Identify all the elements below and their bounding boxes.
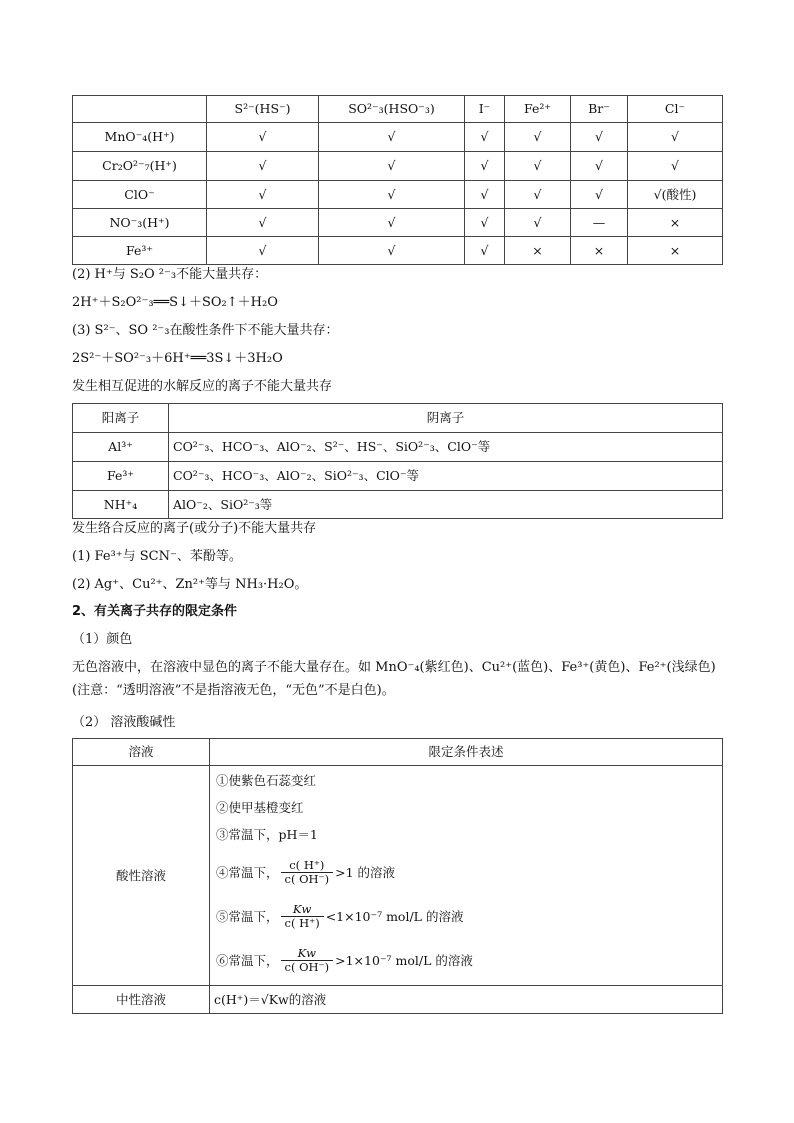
condition-item [216, 938, 716, 982]
table1-cell: ClO⁻ [73, 181, 207, 209]
paragraph: 无色溶液中，在溶液中显色的离子不能大量存在。如 MnO⁻₄(紫红色)、Cu²⁺(蓝色)、Fe³⁺(黄色)、Fe²⁺(浅绿色)(注意：“透明溶液”不是指溶液无色，“无色”不是白色)。 [72, 660, 716, 698]
table1-cell: √ [207, 237, 319, 265]
condition-item: ③常温下，pH＝1 [216, 827, 318, 842]
table1-cell: × [628, 209, 723, 237]
table1-cell: √ [571, 181, 628, 209]
table1-cell: Fe³⁺ [73, 237, 207, 265]
table3-header-cell: 限定条件表述 [210, 739, 723, 766]
table2-header-cell: 阳离子 [73, 404, 169, 433]
table1-header-cell [73, 96, 207, 123]
condition-item: ①使紫色石蕊变红 [216, 773, 317, 788]
table1-cell: √ [465, 123, 505, 152]
condition-item [216, 850, 716, 894]
table2-cell: CO²⁻₃、HCO⁻₃、AlO⁻₂、S²⁻、HS⁻、SiO²⁻₃、ClO⁻等 [169, 433, 723, 462]
table1-cell: √ [319, 181, 465, 209]
fraction [281, 859, 334, 886]
hydrolysis-table [72, 403, 723, 519]
table1-cell: √ [207, 181, 319, 209]
fraction-denominator: c( H⁺) [284, 915, 320, 930]
text-line: (1) Fe³⁺与 SCN⁻、苯酚等。 [72, 549, 242, 564]
condition-item: ②使甲基橙变红 [216, 800, 304, 815]
table1-header-cell: SO²⁻₃(HSO⁻₃) [319, 96, 465, 123]
table1-cell: √ [505, 123, 571, 152]
table-row [73, 181, 723, 209]
table-row [73, 152, 723, 181]
oxidation-table [72, 95, 723, 265]
table1-cell: √ [319, 123, 465, 152]
table1-cell: √ [505, 152, 571, 181]
condition-suffix: <1×10⁻⁷ mol/L 的溶液 [325, 909, 464, 924]
table-row [73, 209, 723, 237]
table-row [73, 491, 723, 519]
equation: 2S²⁻＋SO²⁻₃＋6H⁺══3S↓＋3H₂O [72, 351, 283, 366]
table1-cell: √ [207, 152, 319, 181]
fraction-numerator: c( H⁺) [281, 859, 334, 873]
fraction-denominator: c( OH⁻) [284, 959, 330, 974]
table1-cell: √ [465, 181, 505, 209]
text-line: (3) S²⁻、SO ²⁻₃在酸性条件下不能大量共存： [72, 323, 339, 338]
text-line: 发生络合反应的离子(或分子)不能大量共存 [72, 521, 317, 536]
table2-header-cell: 阴离子 [169, 404, 723, 433]
table-row [73, 237, 723, 265]
table1-cell: √ [628, 123, 723, 152]
text-line: (2) H⁺与 S₂O ²⁻₃不能大量共存： [72, 267, 268, 282]
conditions-table [72, 738, 723, 1014]
table1-cell: √ [207, 123, 319, 152]
text-line: （2） 溶液酸碱性 [72, 715, 176, 730]
table1-cell: √ [465, 237, 505, 265]
table-row [73, 433, 723, 462]
table2-cell: AlO⁻₂、SiO²⁻₃等 [169, 491, 723, 519]
text-line: 发生相互促进的水解反应的离子不能大量共存 [72, 379, 333, 394]
table1-cell: MnO⁻₄(H⁺) [73, 123, 207, 152]
table3-header-cell: 溶液 [73, 739, 210, 766]
table1-cell: √ [207, 209, 319, 237]
table1-header-cell: Br⁻ [571, 96, 628, 123]
condition-suffix: >1 的溶液 [335, 865, 396, 880]
table2-cell: CO²⁻₃、HCO⁻₃、AlO⁻₂、SiO²⁻₃、ClO⁻等 [169, 462, 723, 491]
table-row [73, 123, 723, 152]
table-row [73, 986, 723, 1014]
table1-cell: √(酸性) [628, 181, 723, 209]
table1-cell: √ [319, 237, 465, 265]
fraction-numerator: Kw [281, 947, 334, 961]
table1-cell: √ [319, 209, 465, 237]
table2-cell: NH⁺₄ [73, 491, 169, 519]
acid-label: 酸性溶液 [73, 766, 210, 986]
condition-suffix: >1×10⁻⁷ mol/L 的溶液 [335, 953, 473, 968]
neutral-label: 中性溶液 [73, 986, 210, 1014]
condition-item [216, 894, 716, 938]
fraction-denominator: c( OH⁻) [284, 871, 330, 886]
table1-cell: — [571, 209, 628, 237]
fraction [281, 947, 334, 974]
condition-prefix: ⑥常温下， [216, 953, 279, 968]
table1-cell: × [505, 237, 571, 265]
table1-cell: NO⁻₃(H⁺) [73, 209, 207, 237]
table1-cell: √ [571, 152, 628, 181]
table1-cell: √ [465, 209, 505, 237]
table2-cell: Al³⁺ [73, 433, 169, 462]
table1-header-cell: Fe²⁺ [505, 96, 571, 123]
table1-cell: √ [628, 152, 723, 181]
condition-prefix: ⑤常温下， [216, 909, 279, 924]
table2-cell: Fe³⁺ [73, 462, 169, 491]
table1-cell: √ [571, 123, 628, 152]
table-row [73, 766, 723, 986]
section-heading: 2、有关离子共存的限定条件 [72, 604, 238, 619]
table1-cell: √ [505, 181, 571, 209]
table1-header-cell: Cl⁻ [628, 96, 723, 123]
fraction-numerator: Kw [281, 903, 324, 917]
neutral-desc: c(H⁺)＝√Kw的溶液 [210, 986, 723, 1014]
equation: 2H⁺＋S₂O²⁻₃══S↓＋SO₂↑＋H₂O [72, 295, 278, 310]
table1-cell: × [628, 237, 723, 265]
table1-cell: √ [505, 209, 571, 237]
text-line: (2) Ag⁺、Cu²⁺、Zn²⁺等与 NH₃·H₂O。 [72, 577, 308, 592]
table1-cell: √ [319, 152, 465, 181]
table1-cell: √ [465, 152, 505, 181]
table1-header-cell: S²⁻(HS⁻) [207, 96, 319, 123]
table1-header-cell: I⁻ [465, 96, 505, 123]
fraction [281, 903, 324, 930]
acid-conditions [210, 766, 723, 986]
condition-prefix: ④常温下， [216, 865, 279, 880]
table1-cell: × [571, 237, 628, 265]
text-line: （1）颜色 [72, 632, 133, 647]
table1-cell: Cr₂O²⁻₇(H⁺) [73, 152, 207, 181]
table-row [73, 462, 723, 491]
